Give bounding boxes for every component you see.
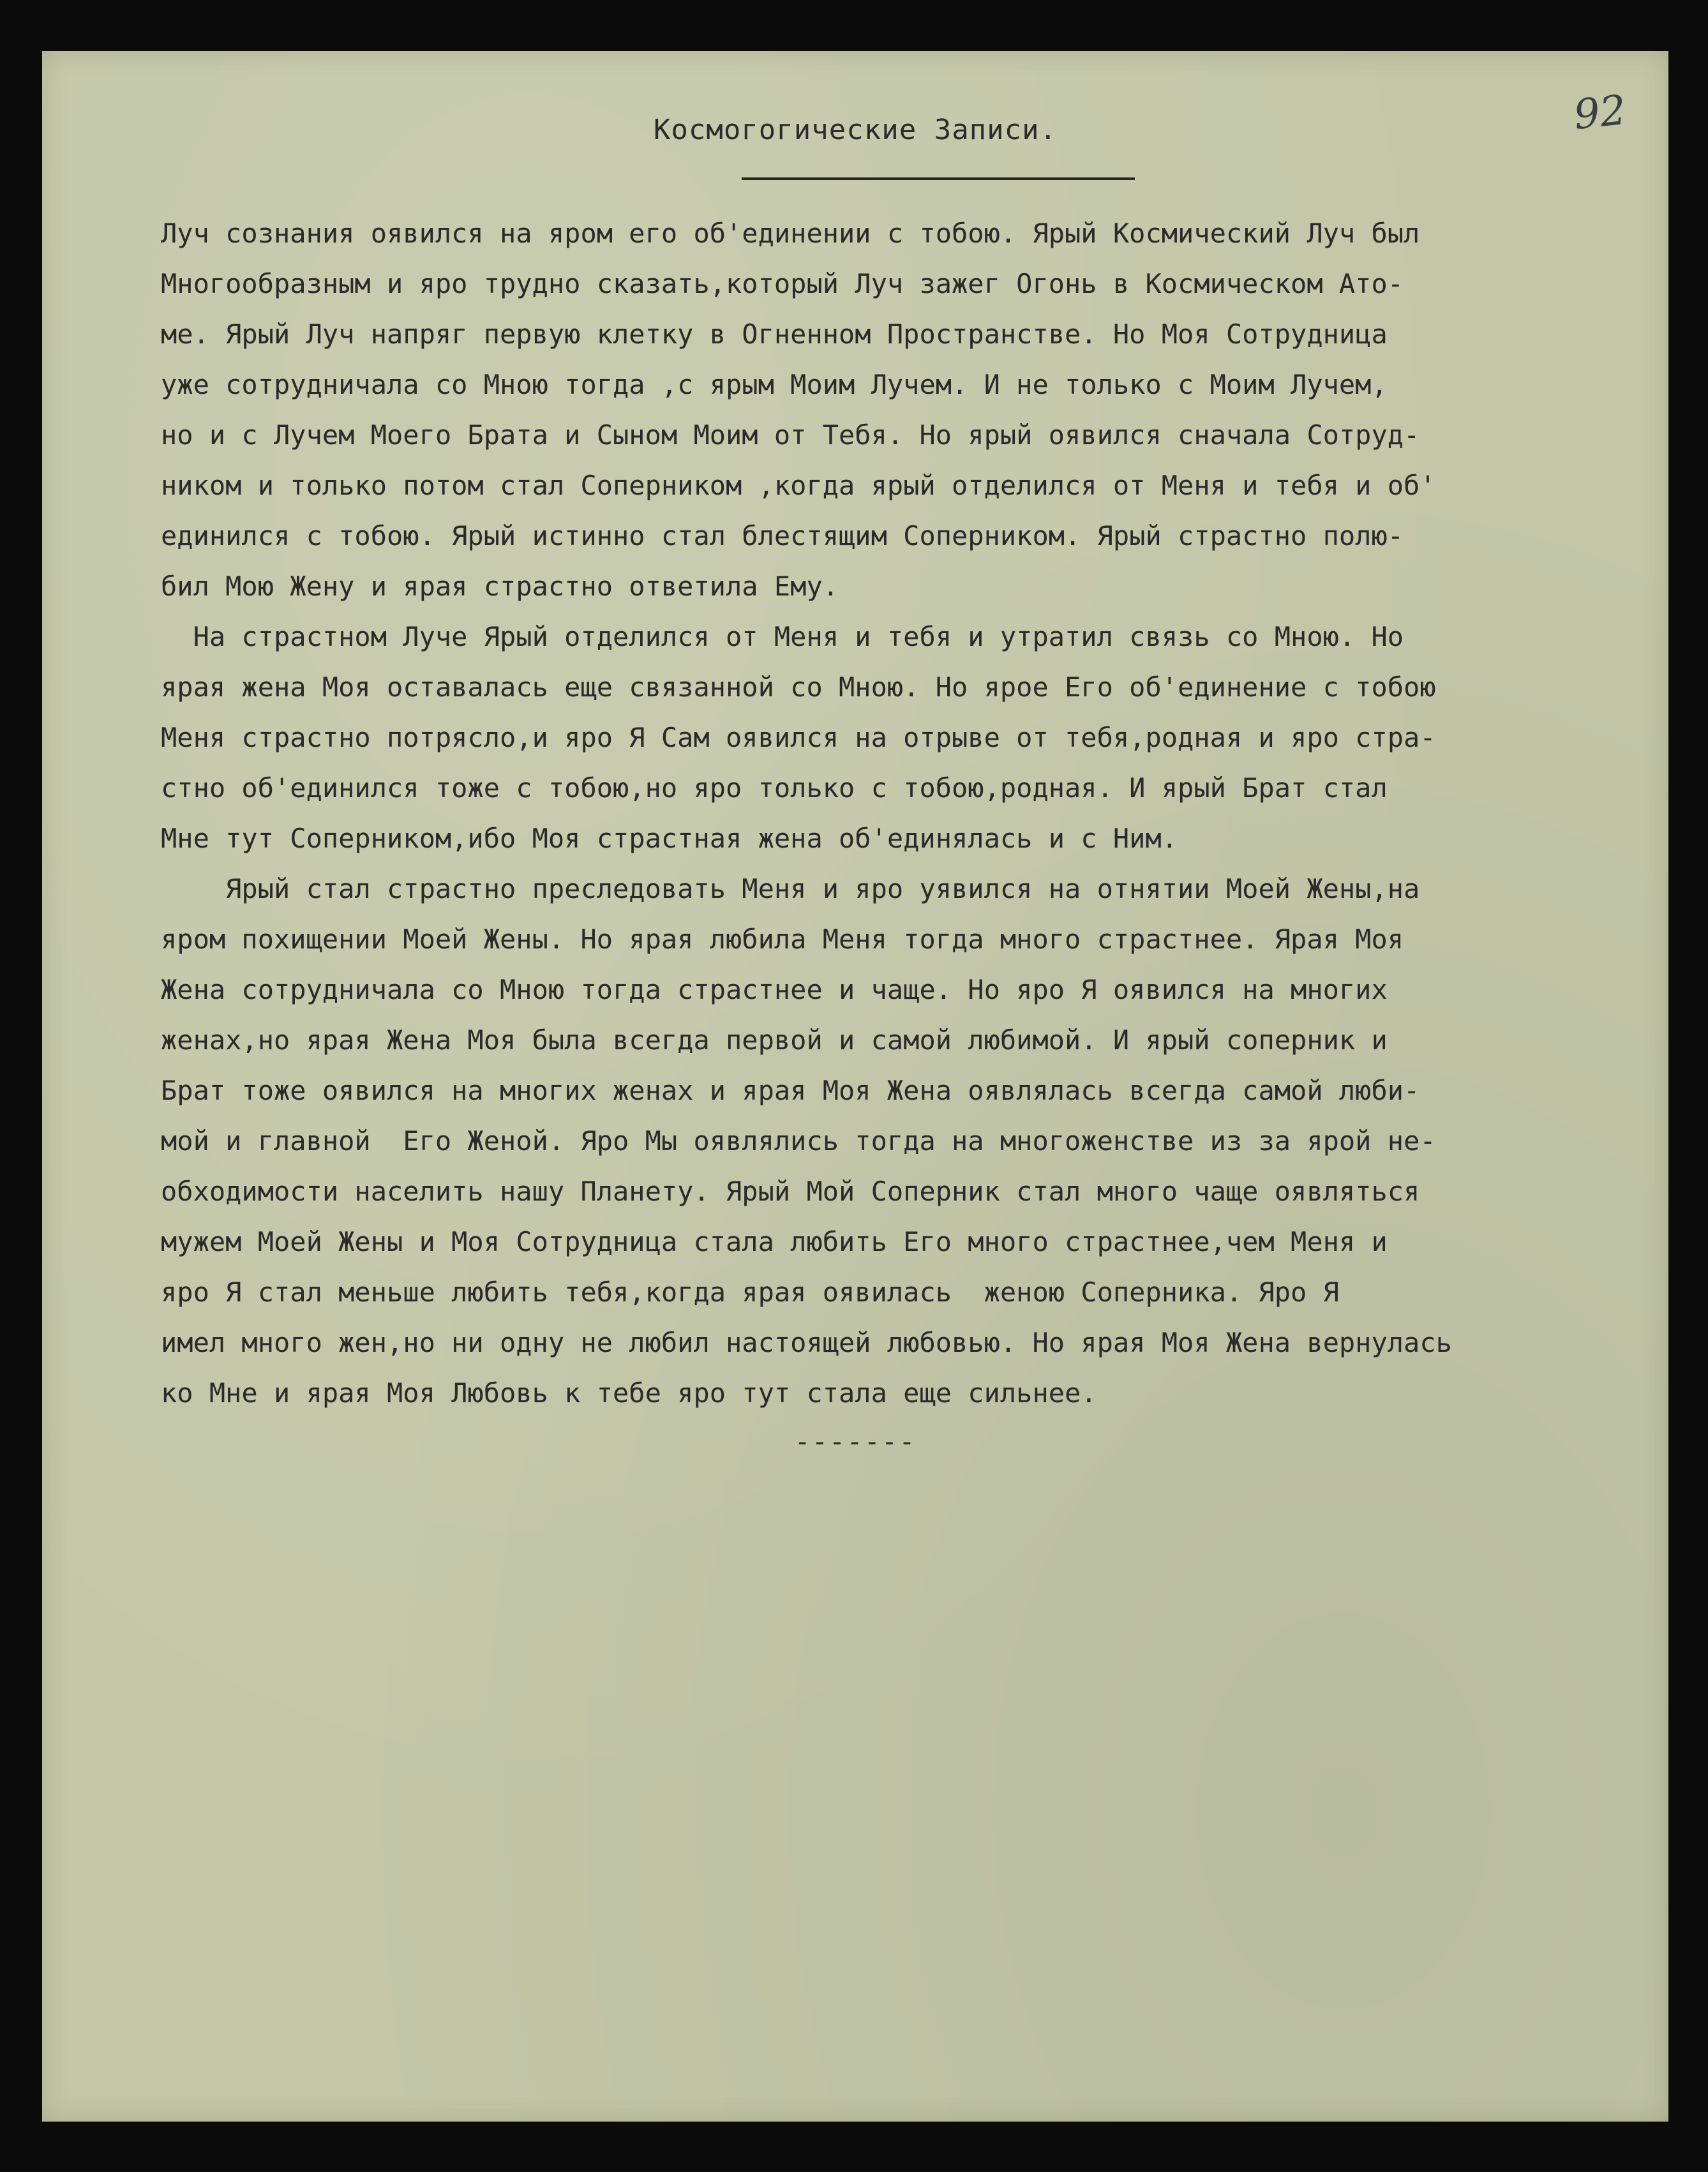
text-line: мой и главной Его Женой. Яро Мы оявлялись тогда на многоженстве из за ярой не-: [161, 1125, 1436, 1157]
text-line: ярая жена Моя оставалась еще связанной со Мною. Но ярое Его об'единение с тобою: [161, 671, 1436, 703]
end-divider: -------: [794, 1426, 917, 1457]
text-line: яром похищении Моей Жены. Но ярая любила Меня тогда много страстнее. Ярая Моя: [161, 924, 1404, 955]
text-line: Мне тут Соперником,ибо Моя страстная жена об'единялась и с Ним.: [161, 823, 1178, 854]
body-text: [161, 208, 1616, 1418]
text-line: мужем Моей Жены и Моя Сотрудница стала любить Его много страстнее,чем Меня и: [161, 1226, 1388, 1257]
text-line: яро Я стал меньше любить тебя,когда ярая оявилась женою Соперника. Яро Я: [161, 1277, 1339, 1308]
page-number: 92: [1571, 86, 1629, 140]
text-line: но и с Лучем Моего Брата и Сыном Моим от Тебя. Но ярый оявился сначала Сотруд-: [161, 419, 1420, 451]
text-line: обходимости населить нашу Планету. Ярый Мой Соперник стал много чаще оявляться: [161, 1176, 1420, 1207]
text-line: Ярый стал страстно преследовать Меня и яро уявился на отнятии Моей Жены,на: [161, 873, 1420, 904]
text-line: Многообразным и яро трудно сказать,который Луч зажег Огонь в Космическом Ато-: [161, 268, 1404, 299]
text-line: ме. Ярый Луч напряг первую клетку в Огненном Пространстве. Но Моя Сотрудница: [161, 318, 1388, 350]
text-line: Брат тоже оявился на многих женах и ярая Моя Жена оявлялась всегда самой люби-: [161, 1075, 1420, 1106]
text-line: имел много жен,но ни одну не любил настоящей любовью. Но ярая Моя Жена вернулась: [161, 1327, 1452, 1358]
text-line: Жена сотрудничала со Мною тогда страстнее и чаще. Но яро Я оявился на многих: [161, 974, 1388, 1005]
text-line: уже сотрудничала со Мною тогда ,с ярым Моим Лучем. И не только с Моим Лучем,: [161, 369, 1388, 400]
text-line: ко Мне и ярая Моя Любовь к тебе яро тут стала еще сильнее.: [161, 1377, 1097, 1409]
text-line: стно об'единился тоже с тобою,но яро только с тобою,родная. И ярый Брат стал: [161, 772, 1388, 804]
text-line: ником и только потом стал Соперником ,когда ярый отделился от Меня и тебя и об': [161, 470, 1436, 501]
text-line: бил Мою Жену и ярая страстно ответила Ему.: [161, 571, 839, 602]
text-line: Луч сознания оявился на яром его об'единении с тобою. Ярый Космический Луч был: [161, 218, 1420, 249]
text-line: На страстном Луче Ярый отделился от Меня и тебя и утратил связь со Мною. Но: [161, 621, 1404, 652]
text-line: женах,но ярая Жена Моя была всегда первой и самой любимой. И ярый соперник и: [161, 1024, 1388, 1056]
document-page: [42, 51, 1668, 2122]
page-title: Космогогические Записи.: [653, 114, 1058, 146]
text-line: единился с тобою. Ярый истинно стал блестящим Соперником. Ярый страстно полю-: [161, 520, 1404, 551]
text-line: Меня страстно потрясло,и яро Я Сам оявился на отрыве от тебя,родная и яро стра-: [161, 722, 1436, 753]
title-underline: [742, 177, 1135, 180]
